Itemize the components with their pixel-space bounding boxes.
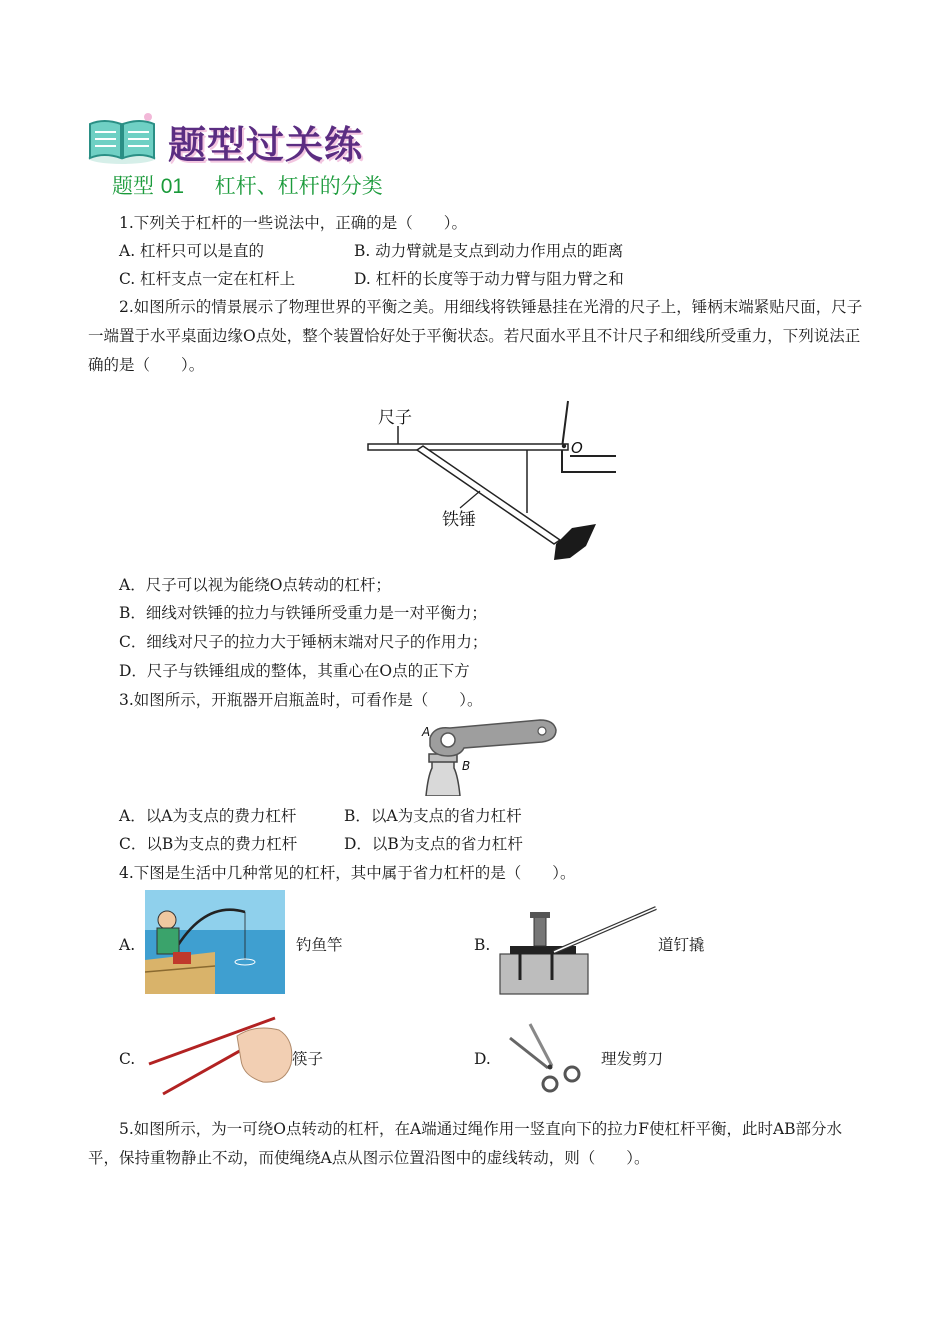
- q5-stem: 5.如图所示，为一可绕O点转动的杠杆，在A端通过绳作用一竖直向下的拉力F使杠杆平衡，此时AB部分水平，保持重物静止不动，而使绳绕A点从图示位置沿图中的虚线转动，则（ ）。: [88, 1120, 843, 1167]
- q1-stem: 1.下列关于杠杆的一些说法中，正确的是（ ）。: [119, 214, 468, 232]
- q4-option-c-letter: C.: [119, 1050, 136, 1068]
- q2-ruler-label: 尺子: [378, 408, 412, 428]
- section-title: 杠杆、杠杆的分类: [214, 174, 383, 198]
- q3-option-c: C．以B为支点的费力杠杆: [119, 835, 298, 853]
- q1-option-b: B. 动力臂就是支点到动力作用点的距离: [354, 242, 624, 260]
- q2-option-c: C．细线对尺子的拉力大于锤柄末端对尺子的作用力；: [119, 633, 488, 651]
- q1-option-a: A. 杠杆只可以是直的: [119, 242, 265, 260]
- section-heading: [112, 170, 383, 200]
- q3-option-b: B．以A为支点的省力杠杆: [344, 807, 522, 825]
- q3-option-a: A．以A为支点的费力杠杆: [119, 807, 297, 825]
- q1-option-d: D. 杠杆的长度等于动力臂与阻力臂之和: [354, 270, 624, 288]
- q1-option-c: C. 杠杆支点一定在杠杆上: [119, 270, 296, 288]
- q4-stem: 4.下图是生活中几种常见的杠杆，其中属于省力杠杆的是（ ）。: [119, 864, 576, 882]
- fishing-rod-image: [145, 890, 285, 994]
- q4-option-a-letter: A.: [119, 936, 136, 954]
- q4-option-b-letter: B.: [474, 936, 491, 954]
- q4-option-d-letter: D.: [474, 1050, 491, 1068]
- q3-figure-bottle-opener: [420, 716, 560, 796]
- chopsticks-image: [145, 1010, 295, 1098]
- q2-stem: 2.如图所示的情景展示了物理世界的平衡之美。用细线将铁锤悬挂在光滑的尺子上，锤柄末端紧贴尺面，尺子一端置于水平桌面边缘O点处，整个装置恰好处于平衡状态。若尺面水平且不计尺子和细线所受重力，下列说法正确的是（ ）。: [88, 298, 863, 374]
- section-label: 题型: [112, 174, 154, 198]
- q4-option-d-name: 理发剪刀: [601, 1050, 664, 1068]
- q3-option-d: D．以B为支点的省力杠杆: [344, 835, 523, 853]
- q4-option-b-name: 道钉撬: [658, 936, 705, 954]
- q2-option-b: B．细线对铁锤的拉力与铁锤所受重力是一对平衡力；: [119, 604, 487, 622]
- q4-option-c-name: 筷子: [292, 1050, 324, 1068]
- scissors-image: [506, 1020, 592, 1096]
- q2-hammer-label: 铁锤: [442, 510, 476, 530]
- q3-label-b: B: [462, 759, 471, 773]
- q4-option-a-name: 钓鱼竿: [296, 936, 343, 954]
- q2-option-d: D．尺子与铁锤组成的整体，其重心在O点的正下方: [119, 662, 470, 680]
- q3-stem: 3.如图所示，开瓶器开启瓶盖时，可看作是（ ）。: [119, 691, 483, 709]
- q2-figure: [360, 396, 624, 566]
- rail-spike-puller-image: [498, 904, 660, 996]
- banner: [86, 110, 406, 168]
- banner-title: 题型过关练: [168, 123, 364, 167]
- q2-option-a: A．尺子可以视为能绕O点转动的杠杆；: [119, 576, 391, 594]
- q2-point-label: O: [571, 439, 583, 457]
- section-number: 01: [160, 175, 185, 198]
- open-book-icon: [86, 112, 158, 166]
- q3-label-a: A: [422, 725, 431, 739]
